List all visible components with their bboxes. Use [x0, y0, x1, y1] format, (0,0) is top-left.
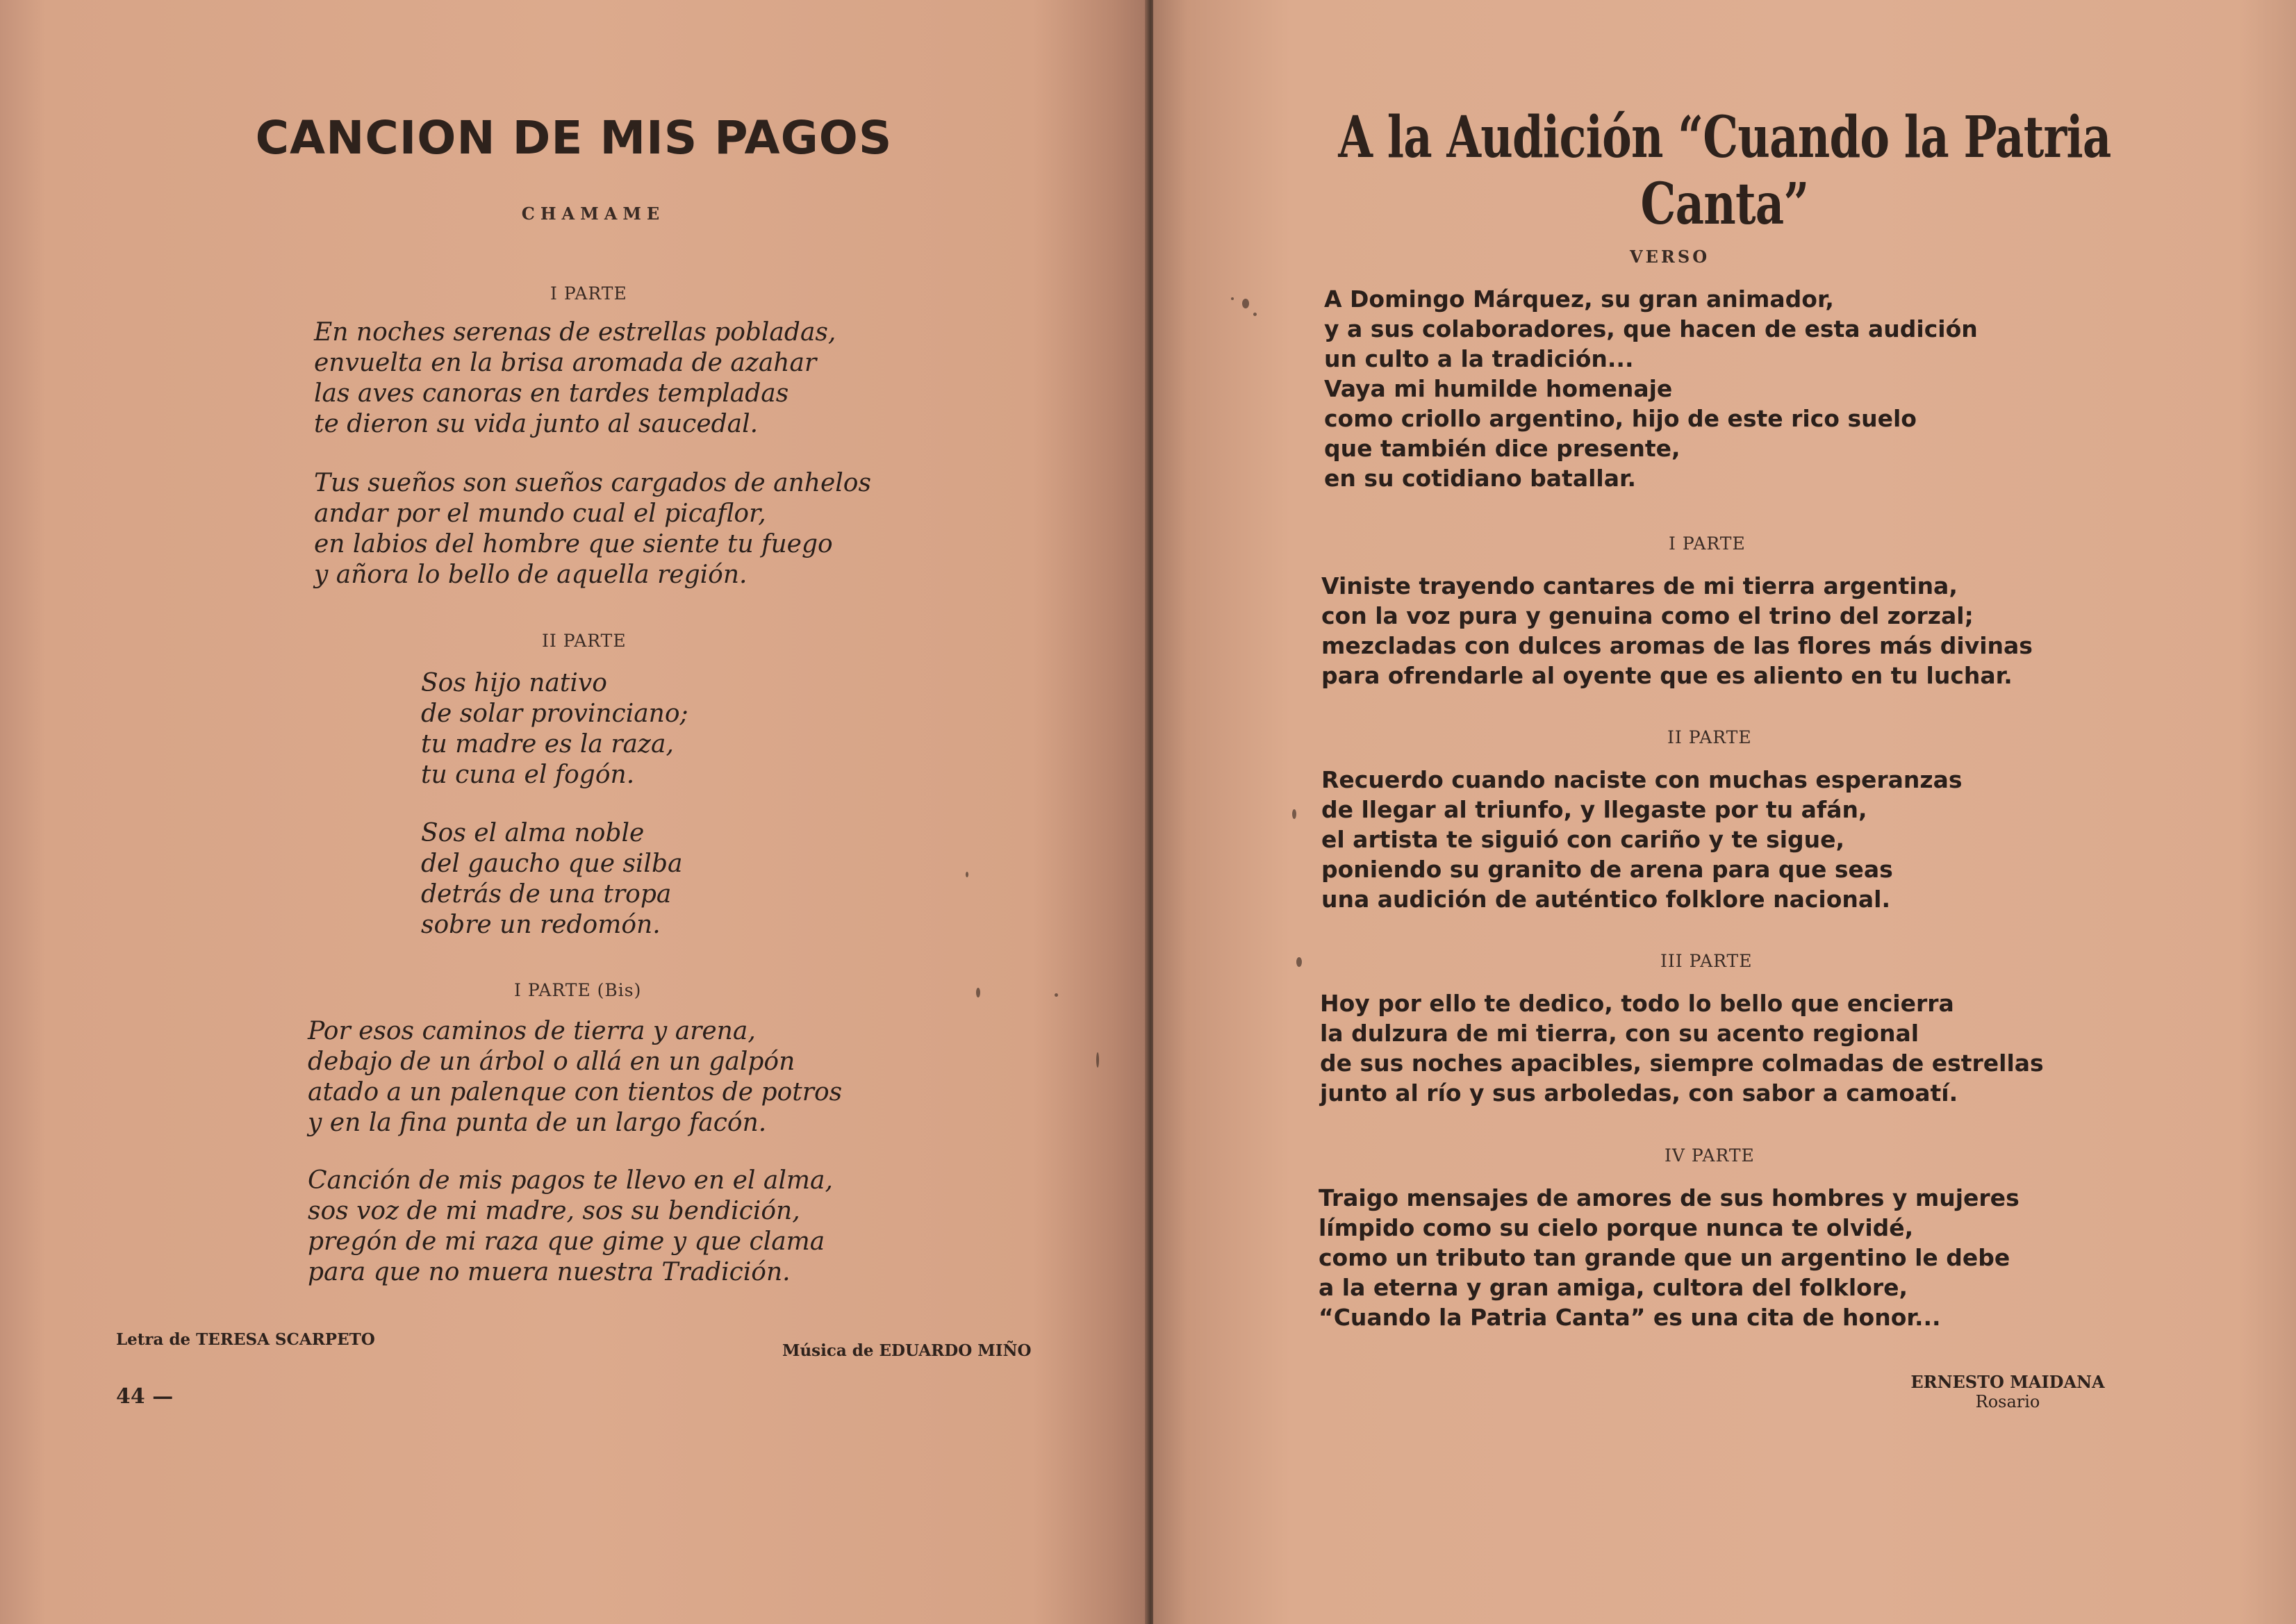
- section-label: II PARTE: [1667, 727, 1752, 747]
- page-number: 44 —: [116, 1384, 174, 1409]
- verse-line: Hoy por ello te dedico, todo lo bello que encierra: [1320, 990, 1954, 1017]
- verse-line: que también dice presente,: [1324, 435, 1680, 462]
- poem-line: y en la fina punta de un largo facón.: [308, 1109, 767, 1137]
- lyricist-credit: Letra de TERESA SCARPETO: [116, 1330, 375, 1349]
- poem-line: sobre un redomón.: [421, 911, 661, 939]
- right-page: [1153, 0, 2296, 1624]
- stanza: [1321, 765, 1963, 914]
- poem-line: En noches serenas de estrellas pobladas,: [314, 318, 836, 347]
- verse-line: junto al río y sus arboledas, con sabor a camoatí.: [1320, 1079, 1958, 1107]
- paper-speck: [1055, 993, 1058, 997]
- verse-line: a la eterna y gran amiga, cultora del folklore,: [1319, 1274, 1908, 1301]
- poem-line: detrás de una tropa: [421, 880, 672, 909]
- poem-line: Sos el alma noble: [421, 819, 645, 847]
- poem-line: envuelta en la brisa aromada de azahar: [314, 349, 817, 377]
- poem-line: de solar provinciano;: [421, 699, 688, 728]
- verse-line: de llegar al triunfo, y llegaste por tu afán,: [1321, 796, 1867, 823]
- poem-line: te dieron su vida junto al saucedal.: [314, 410, 759, 438]
- paper-speck: [966, 872, 968, 877]
- section-label: I PARTE (Bis): [514, 980, 642, 1000]
- poem-line: tu cuna el fogón.: [421, 761, 635, 789]
- stanza: [314, 317, 836, 440]
- author-name: ERNESTO MAIDANA: [1910, 1372, 2105, 1392]
- section-label: I PARTE: [550, 283, 627, 304]
- verse-line: límpido como su cielo porque nunca te olvidé,: [1319, 1214, 1914, 1241]
- verse-line: Recuerdo cuando naciste con muchas esperanzas: [1321, 766, 1963, 793]
- paper-speck: [1231, 297, 1234, 300]
- section-label: III PARTE: [1660, 951, 1753, 971]
- stanza: [308, 1166, 833, 1288]
- verse-line: con la voz pura y genuina como el trino del zorzal;: [1321, 602, 1974, 629]
- paper-speck: [1096, 1052, 1099, 1068]
- verse-line: de sus noches apacibles, siempre colmadas de estrellas: [1320, 1050, 2044, 1077]
- paper-speck: [976, 988, 980, 997]
- verse-line: Traigo mensajes de amores de sus hombres y mujeres: [1319, 1184, 2020, 1211]
- poem-title: A la Audición “Cuando la Patria Canta”: [1338, 104, 2111, 238]
- paper-speck: [1253, 313, 1257, 316]
- composer-credit: Música de EDUARDO MIÑO: [782, 1341, 1032, 1360]
- stanza: [421, 818, 682, 941]
- verse-line: A Domingo Márquez, su gran animador,: [1324, 285, 1834, 313]
- poem-line: andar por el mundo cual el picaflor,: [314, 499, 766, 528]
- stanza: [1324, 284, 1978, 493]
- verse-line: una audición de auténtico folklore nacional.: [1321, 886, 1891, 913]
- paper-speck: [1292, 809, 1296, 819]
- poem-line: las aves canoras en tardes templadas: [314, 379, 789, 408]
- poem-line: en labios del hombre que siente tu fuego: [314, 530, 833, 558]
- stanza: [314, 468, 871, 590]
- poem-line: y añora lo bello de aquella región.: [314, 561, 748, 589]
- author-place: Rosario: [1975, 1392, 2040, 1411]
- poem-line: Tus sueños son sueños cargados de anhelos: [314, 469, 871, 497]
- poem-line: Canción de mis pagos te llevo en el alma,: [308, 1166, 833, 1195]
- stanza: [421, 668, 688, 790]
- poem-line: sos voz de mi madre, sos su bendición,: [308, 1197, 800, 1225]
- verse-line: como criollo argentino, hijo de este rico suelo: [1324, 405, 1917, 432]
- verse-line: como un tributo tan grande que un argentino le debe: [1319, 1244, 2010, 1271]
- verse-line: para ofrendarle al oyente que es aliento en tu luchar.: [1321, 662, 2013, 689]
- verse-line: un culto a la tradición...: [1324, 345, 1634, 372]
- verse-line: y a sus colaboradores, que hacen de esta audición: [1324, 315, 1978, 342]
- verse-line: “Cuando la Patria Canta” es una cita de honor...: [1319, 1304, 1941, 1331]
- section-label: IV PARTE: [1665, 1145, 1755, 1166]
- poem-line: pregón de mi raza que gime y que clama: [308, 1227, 825, 1256]
- paper-speck: [1242, 299, 1249, 308]
- section-label: II PARTE: [542, 631, 627, 651]
- poem-line: Por esos caminos de tierra y arena,: [308, 1017, 756, 1045]
- stanza: [1319, 1183, 2020, 1332]
- section-label: I PARTE: [1669, 533, 1746, 554]
- verse-line: poniendo su granito de arena para que seas: [1321, 856, 1893, 883]
- verse-line: en su cotidiano batallar.: [1324, 465, 1637, 492]
- song-genre: CHAMAME: [521, 204, 666, 224]
- stanza: [308, 1016, 842, 1138]
- stanza: [1321, 571, 2033, 690]
- poem-line: del gaucho que silba: [421, 850, 683, 878]
- verse-line: la dulzura de mi tierra, con su acento regional: [1320, 1020, 1919, 1047]
- paper-speck: [1296, 957, 1302, 967]
- stanza: [1320, 988, 2044, 1108]
- poem-line: tu madre es la raza,: [421, 730, 674, 759]
- song-title: CANCION DE MIS PAGOS: [255, 111, 893, 165]
- verse-line: el artista te siguió con cariño y te sigue,: [1321, 826, 1845, 853]
- poem-line: atado a un palenque con tientos de potros: [308, 1078, 843, 1107]
- section-label: VERSO: [1630, 247, 1710, 267]
- poem-line: para que no muera nuestra Tradición.: [308, 1258, 791, 1286]
- poem-line: Sos hijo nativo: [421, 669, 607, 697]
- verse-line: mezcladas con dulces aromas de las flores más divinas: [1321, 632, 2033, 659]
- poem-line: debajo de un árbol o allá en un galpón: [308, 1047, 795, 1076]
- verse-line: Viniste trayendo cantares de mi tierra argentina,: [1321, 572, 1958, 599]
- verse-line: Vaya mi humilde homenaje: [1324, 375, 1673, 402]
